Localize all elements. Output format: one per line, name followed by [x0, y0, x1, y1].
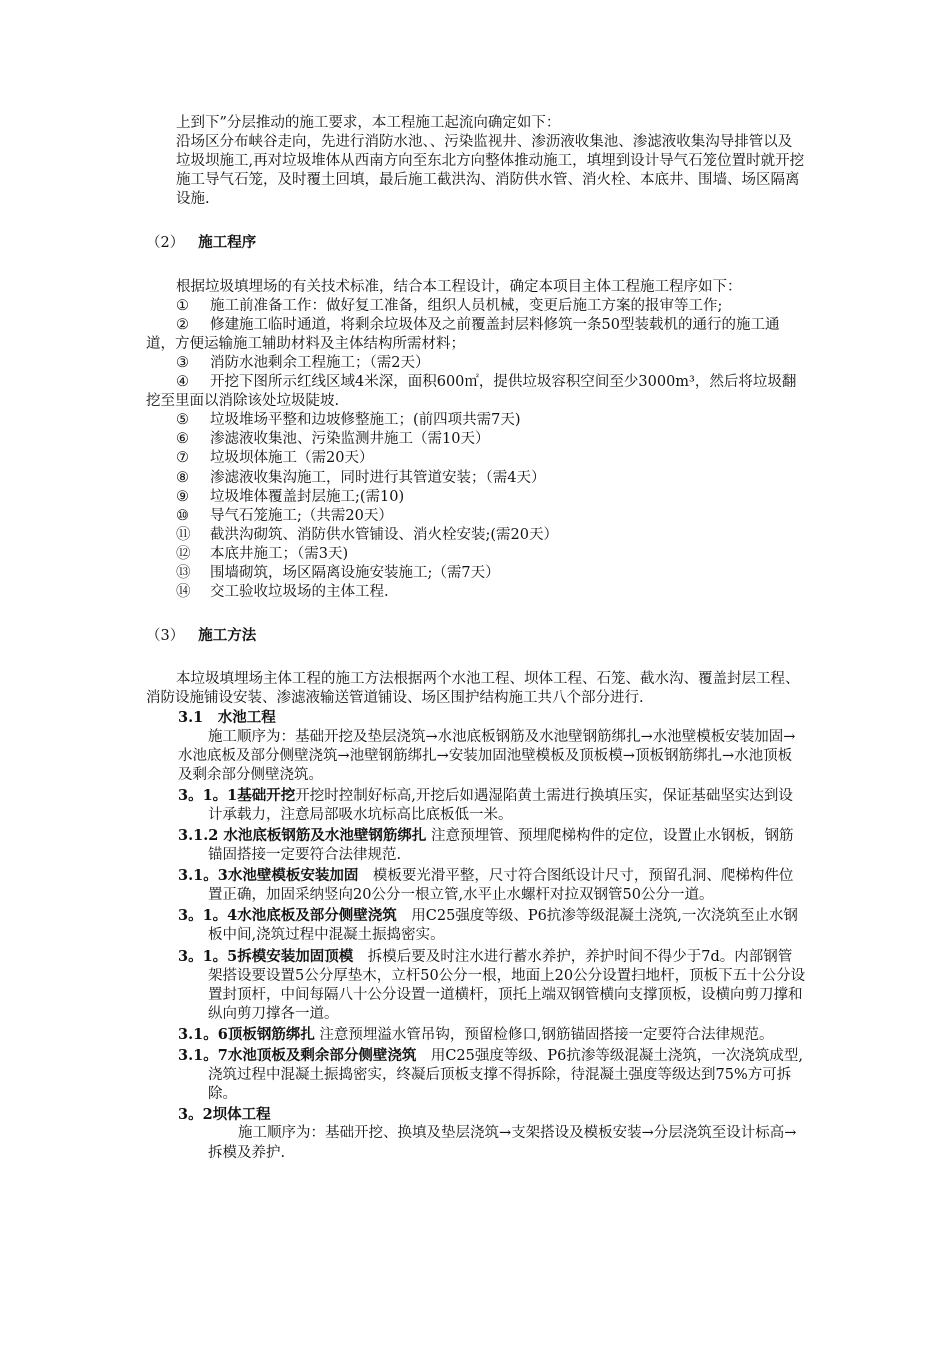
- item-number: ⑥: [176, 431, 189, 448]
- procedure-item: [146, 449, 806, 468]
- step-paragraph: [146, 826, 806, 865]
- procedure-item: [146, 316, 806, 354]
- step-text: 用C25强度等级、P6抗渗等级混凝土浇筑,一次浇筑至止水钢板中间,浇筑过程中混凝土振捣密实。: [208, 908, 798, 944]
- step-paragraph: [146, 786, 806, 825]
- section-2-intro: 根据垃圾填埋场的有关技术标准，结合本工程设计，确定本项目主体工程施工程序如下：: [176, 278, 742, 295]
- construction-flow-paragraph: 沿场区分布峡谷走向，先进行消防水池、、污染监视井、渗沥液收集池、渗滤液收集沟导排管以及垃圾坝施工,再对垃圾堆体从西南方向至东北方向整体推动施工，填埋到设计导气石笼位置时就开挖施工导气石笼，及时覆土回填，最后施工截洪沟、消防供水管、消火栓、本底井、围墙、场区隔离设施.: [176, 134, 805, 208]
- subsection-3-2-order: 施工顺序为：基础开挖、换填及垫层浇筑→支架搭设及模板安装→分层浇筑至设计标高→拆模及养护.: [208, 1125, 797, 1161]
- section-3-number: （3）: [146, 628, 185, 645]
- step-text: 注意预埋溢水管吊钩，预留检修口,钢筋锚固搭接一定要符合法律规范。: [314, 1026, 774, 1043]
- step-title: 3。1。1基础开挖: [178, 786, 296, 804]
- step-text: 用C25强度等级、P6抗渗等级混凝土浇筑，一次浇筑成型,浇筑过程中混凝土振捣密实，终凝后顶板支撑不得拆除，待混凝土强度等级达到75%方可拆除。: [208, 1048, 803, 1103]
- step-title: 3.1。7水池顶板及剩余部分侧壁浇筑: [178, 1047, 417, 1065]
- procedure-item: [146, 564, 806, 583]
- item-number: ⑭: [176, 584, 191, 601]
- section-3-title: 施工方法: [198, 627, 257, 645]
- procedure-item: [146, 373, 806, 411]
- step-paragraph: [146, 906, 806, 945]
- procedure-item: [146, 488, 806, 507]
- item-number: ①: [176, 297, 189, 314]
- item-number: ②: [176, 316, 189, 333]
- item-text: 交工验收垃圾场的主体工程.: [210, 584, 389, 601]
- item-text: 垃圾堆场平整和边坡修整施工；(前四项共需7天): [210, 412, 521, 429]
- step-title: 3.1。3水池壁模板安装加固: [178, 867, 359, 885]
- item-text: 本底井施工；（需3天): [210, 545, 349, 562]
- item-text: 施工前准备工作：做好复工准备，组织人员机械，变更后施工方案的报审等工作;: [210, 297, 723, 314]
- procedure-item: [146, 411, 806, 430]
- procedure-item: [146, 526, 806, 545]
- item-text: 消防水池剩余工程施工；（需2天）: [210, 354, 430, 371]
- item-number: ⑬: [176, 564, 191, 581]
- item-number: ⑦: [176, 450, 189, 467]
- procedure-item: [146, 297, 806, 316]
- item-number: ④: [176, 374, 189, 391]
- document-body: [146, 114, 806, 1163]
- item-text: 截洪沟砌筑、消防供水管铺设、消火栓安装;(需20天）: [210, 526, 558, 543]
- procedure-item: [146, 354, 806, 373]
- item-text: 围墙砌筑，场区隔离设施安装施工;（需7天）: [210, 564, 500, 581]
- step-title: 3。1。4水池底板及部分侧壁浇筑: [178, 907, 397, 925]
- item-text: 垃圾坝体施工（需20天）: [210, 450, 374, 467]
- section-2-heading: [146, 233, 806, 253]
- item-text: 开挖下图所示红线区域4米深，面积600㎡，提供垃圾容积空间至少3000m³，然后将垃圾翻挖至里面以消除该处垃圾陡坡.: [146, 374, 797, 410]
- item-number: ③: [176, 354, 189, 371]
- step-paragraph: [146, 1025, 806, 1045]
- item-number: ⑪: [176, 526, 191, 543]
- step-title: 3.1。6顶板钢筋绑扎: [178, 1025, 315, 1043]
- item-number: ⑤: [176, 412, 189, 429]
- procedure-item: [146, 545, 806, 564]
- item-number: ⑧: [176, 469, 189, 486]
- item-text: 修建施工临时通道，将剩余垃圾体及之前覆盖封层料修筑一条50型装载机的通行的施工通道，方便运输施工辅助材料及主体结构所需材料；: [146, 316, 780, 352]
- step-paragraph: [146, 947, 806, 1024]
- step-title: 3。1。5拆模安装加固顶模: [178, 947, 354, 965]
- procedure-item: [146, 583, 806, 602]
- section-2-number: （2）: [146, 235, 185, 252]
- procedure-item: [146, 469, 806, 488]
- procedure-item: [146, 507, 806, 526]
- procedure-item: [146, 430, 806, 449]
- item-text: 渗滤液收集沟施工，同时进行其管道安装；（需4天）: [210, 469, 546, 486]
- subsection-3-1-heading: 3.1 水池工程: [178, 709, 276, 727]
- item-text: 渗滤液收集池、污染监测井施工（需10天）: [210, 431, 490, 448]
- item-number: ⑫: [176, 545, 191, 562]
- subsection-3-1-order: 施工顺序为：基础开挖及垫层浇筑→水池底板钢筋及水池壁钢筋绑扎→水池壁模板安装加固→水池底板及部分侧壁浇筑→池壁钢筋绑扎→安装加固池壁模板及顶板模→顶板钢筋绑扎→水池顶板及剩余部分侧壁浇筑。: [178, 728, 796, 783]
- item-text: 垃圾堆体覆盖封层施工;(需10): [210, 488, 405, 505]
- step-title: 3.1.2 水池底板钢筋及水池壁钢筋绑扎: [178, 827, 427, 844]
- step-text: 开挖时控制好标高,开挖后如遇湿陷黄土需进行换填压实，保证基础坚实达到设计承载力，注意局部吸水坑标高比底板低一米。: [208, 787, 793, 823]
- item-number: ⑩: [176, 507, 189, 524]
- step-paragraph: [146, 1046, 806, 1104]
- step-text: 注意预埋管、预埋爬梯构件的定位，设置止水钢板，钢筋锚固搭接一定要符合法律规范.: [208, 828, 794, 864]
- section-3-intro: 本垃圾填埋场主体工程的施工方法根据两个水池工程、坝体工程、石笼、截水沟、覆盖封层工程、消防设施铺设安装、渗滤液输送管道铺设、场区围护结构施工共八个部分进行.: [146, 671, 800, 707]
- item-number: ⑨: [176, 488, 189, 505]
- step-text: 拆模后要及时注水进行蓄水养护，养护时间不得少于7d。内部钢管架搭设要设置5公分厚垫木，立杆50公分一根，地面上20公分设置扫地杆，顶板下五十公分设置封顶杆，中间每隔八十公分设置一道横杆，顶托上端双钢管横向支撑顶板，设横向剪刀撑和纵向剪刀撑各一道。: [208, 948, 806, 1022]
- section-3-heading: [146, 626, 806, 646]
- item-text: 导气石笼施工;（共需20天）: [210, 507, 393, 524]
- subsection-3-2-heading: 3。2坝体工程: [178, 1106, 271, 1124]
- section-2-title: 施工程序: [198, 234, 257, 252]
- intro-line: 上到下”分层推动的施工要求，本工程施工起流向确定如下：: [176, 115, 561, 131]
- step-text: 模板要光滑平整，尺寸符合图纸设计尺寸，预留孔洞、爬梯构件位置正确，加固采纳竖向20公分一根立管,水平止水螺杆对拉双钢管50公分一道。: [208, 868, 794, 904]
- step-paragraph: [146, 866, 806, 905]
